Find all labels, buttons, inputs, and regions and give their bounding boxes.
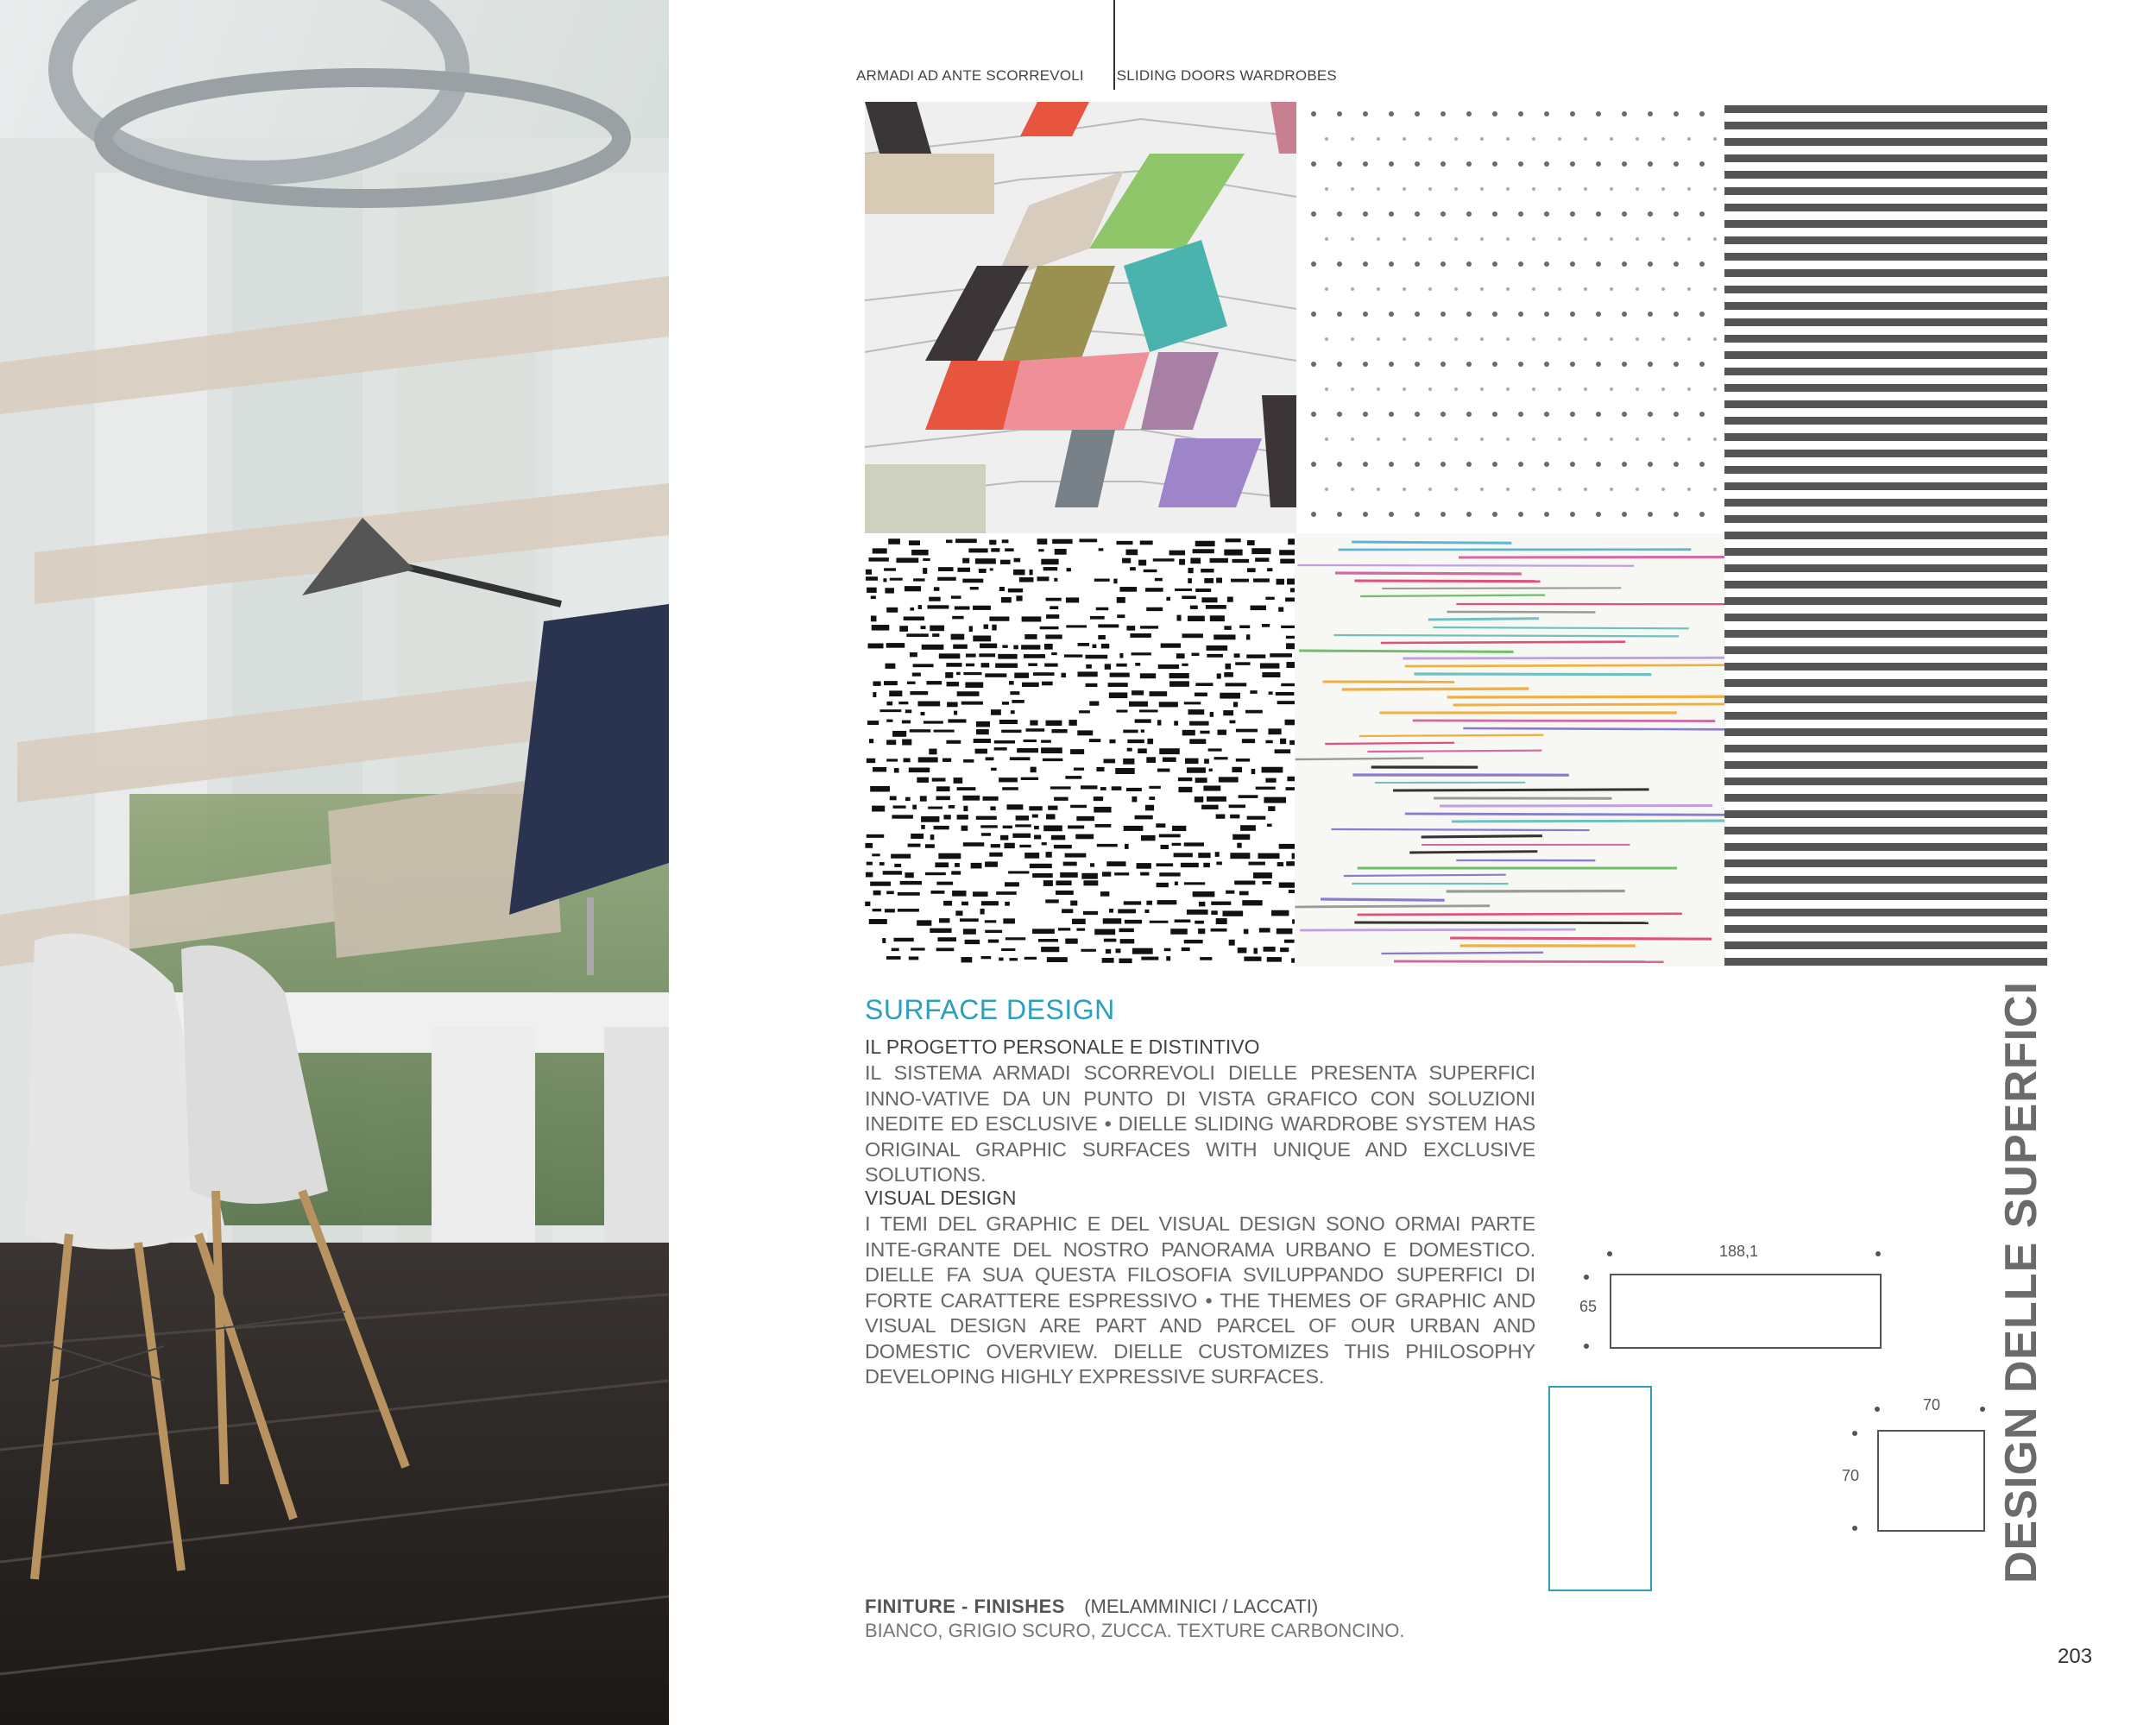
finishes-note: (MELAMMINICI / LACCATI) — [1084, 1596, 1319, 1617]
interior-photo — [0, 0, 669, 1725]
subtitle-personal-project: IL PROGETTO PERSONALE E DISTINTIVO — [865, 1036, 1260, 1058]
swatch-horizontal-stripes — [1724, 102, 2047, 966]
swatch-pastel-lines — [1295, 533, 1724, 966]
dim-dot — [1584, 1344, 1589, 1349]
dim-dot — [1980, 1407, 1985, 1412]
page-number: 203 — [2058, 1645, 2093, 1668]
vertical-title: DESIGN DELLE SUPERFICI — [1996, 980, 2046, 1583]
dim-dot — [1875, 1251, 1881, 1256]
finishes-heading — [865, 1596, 1318, 1618]
header-english: SLIDING DOORS WARDROBES — [1116, 67, 1337, 84]
dim-dot — [1584, 1275, 1589, 1280]
header-italian: ARMADI AD ANTE SCORREVOLI — [856, 67, 1084, 84]
square-panel-width-label: 70 — [1923, 1396, 1941, 1413]
subtitle-visual-design: VISUAL DESIGN — [865, 1187, 1017, 1209]
swatch-ink-dash — [865, 533, 1295, 966]
page-header — [856, 67, 1337, 85]
section-title: SURFACE DESIGN — [865, 994, 1115, 1025]
swatch-chevron-color — [865, 102, 1296, 533]
square-panel-height-label: 70 — [1842, 1467, 1860, 1484]
dim-dot — [1607, 1251, 1612, 1256]
paragraph-visual-design: I TEMI DEL GRAPHIC E DEL VISUAL DESIGN SONO ORMAI PARTE INTE-GRANTE DEL NOSTRO PANORAMA URBANO E DOMESTICO. DIELLE FA SUA QUESTA FILOSOFIA SVILUPPANDO SUPERFICI DI FORTE CARATTERE ESPRESSIVO • THE THEMES OF GRAPHIC AND VISUAL DESIGN ARE PART AND PARCEL OF OUR URBAN AND DOMESTIC OVERVIEW. DIELLE CUSTOMIZES THIS PHILOSOPHY DEVELOPING HIGHLY EXPRESSIVE SURFACES. — [865, 1212, 1535, 1388]
dim-dot — [1875, 1407, 1880, 1412]
finishes-title: FINITURE - FINISHES — [865, 1596, 1065, 1617]
wide-panel-height-label: 65 — [1579, 1298, 1598, 1315]
dim-dot — [1852, 1526, 1857, 1531]
square-panel-outline — [1877, 1430, 1985, 1532]
dim-dot — [1852, 1431, 1857, 1436]
wide-panel-width-label: 188,1 — [1719, 1243, 1759, 1260]
finishes-list: BIANCO, GRIGIO SCURO, ZUCCA. TEXTURE CARBONCINO. — [865, 1620, 1405, 1641]
tall-panel-outline — [1548, 1386, 1652, 1591]
swatch-dot-grid — [1296, 102, 1724, 533]
paragraph-surfaces: IL SISTEMA ARMADI SCORREVOLI DIELLE PRESENTA SUPERFICI INNO-VATIVE DA UN PUNTO DI VISTA GRAFICO CON SOLUZIONI INEDITE ED ESCLUSIVE • DIELLE SLIDING WARDROBE SYSTEM HAS ORIGINAL GRAPHIC SURFACES WITH UNIQUE AND EXCLUSIVE SOLUTIONS. — [865, 1061, 1535, 1186]
wide-panel-outline — [1610, 1274, 1882, 1349]
